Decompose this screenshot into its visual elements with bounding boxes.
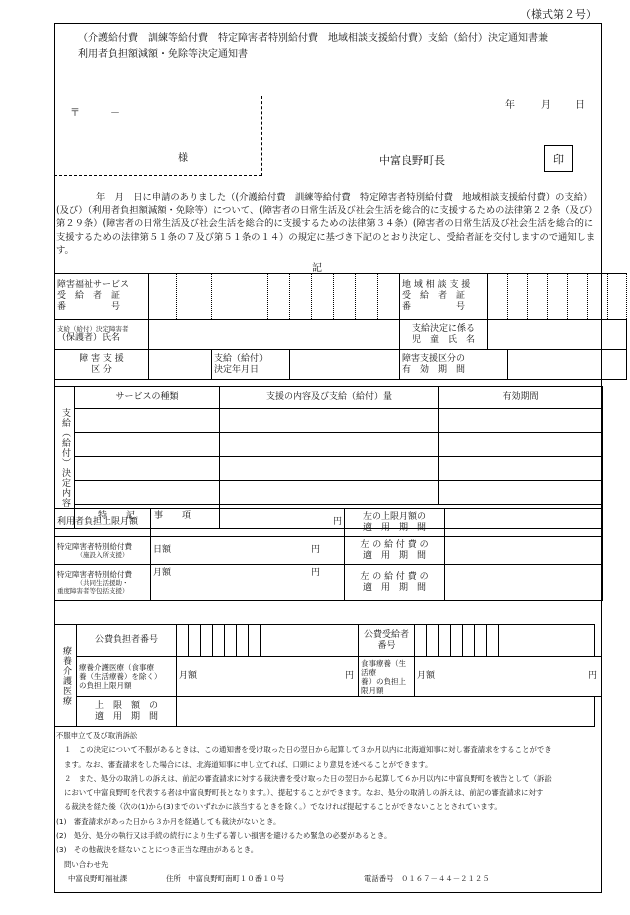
meal-limit-field[interactable] [415, 657, 602, 697]
validity-period-cell[interactable] [439, 457, 603, 481]
ki-heading: 記 [312, 263, 322, 274]
payer-digit[interactable] [177, 625, 189, 657]
cert-digit[interactable] [149, 274, 177, 320]
service-cert-label-3: 番 号 [57, 302, 121, 312]
service-cert-label [55, 274, 149, 320]
notes-heading: 不服申立て及び取消訴訟 [56, 731, 138, 740]
decision-date-field[interactable] [290, 350, 400, 380]
benefit-period-2-field[interactable] [445, 565, 603, 601]
payer-number-label: 公費負担者番号 [77, 625, 177, 657]
benefit-period-2-label-1: 左 の 給 付 費 の [360, 571, 429, 582]
support-content-cell[interactable] [220, 481, 439, 505]
cert-digit[interactable] [378, 274, 400, 320]
medical-limit-label-3: の負担上限月額 [79, 681, 132, 690]
service-cert-label-1: 障害福祉サービス [57, 280, 130, 290]
chiiki-cert-label-1: 地 域 相 談 支 援 [402, 280, 471, 290]
issuer-name: 中富良野町長 [379, 154, 445, 167]
recipient-digit[interactable] [451, 625, 463, 657]
medical-care-side-label: 療養介護医療 [55, 625, 77, 727]
limit-period-label-2: 適 用 期 間 [362, 522, 426, 533]
cert-digit[interactable] [268, 274, 290, 320]
support-content-cell[interactable] [220, 457, 439, 481]
special-benefit-1-label [55, 537, 151, 565]
decision-date-label-2: 決定年月日 [214, 364, 260, 375]
applicant-label-2: （保護者）氏名 [57, 333, 121, 343]
recipient-honorific: 様 [178, 153, 188, 164]
recipient-digit[interactable] [487, 625, 499, 657]
decision-content-side-label: 支給（給付）決定内容 [55, 387, 75, 529]
validity-period-cell[interactable] [439, 433, 603, 457]
user-limit-field[interactable] [151, 509, 345, 537]
applicant-label-1: 支給（給付）決定障害者 [57, 325, 129, 333]
recipient-digit[interactable] [475, 625, 487, 657]
condition-3: (3) その他裁決を経ないことにつき正当な理由があるとき。 [56, 845, 259, 855]
benefit-period-2-label-2: 適 用 期 間 [362, 582, 426, 593]
user-limit-label: 利用者負担上限月額 [55, 509, 151, 537]
benefit-period-1-label [345, 537, 445, 565]
contact-line [56, 872, 602, 886]
benefit-period-1-field[interactable] [445, 537, 603, 565]
note-1b: ます。なお、審査請求をした場合には、北海道知事に申し立てれば、口頭により意見を述べることができます。 [64, 759, 433, 769]
note-2b: において中富良野町を代表する者は中富良野町長となります。）、提起することができます。なお、処分の取消しの訴えは、前記の審査請求に対す [64, 788, 544, 798]
recipient-digit[interactable] [439, 625, 451, 657]
benefit-period-1-label-1: 左 の 給 付 費 の [360, 539, 429, 550]
benefit-period-1-label-2: 適 用 期 間 [362, 550, 426, 561]
chiiki-cert-label [400, 274, 488, 320]
yen-unit: 円 [310, 545, 320, 555]
cert-digit[interactable] [212, 274, 268, 320]
validity-label-2: 有 効 期 間 [402, 364, 466, 375]
note-1a: １ この決定について不服があるときは、この通知書を受け取った日の翌日から起算して３か月以内に北海道知事に対し審査請求をすることができ [64, 745, 552, 755]
special-notes-label: 特 記 事 項 [75, 505, 220, 529]
chiiki-cert-label-3: 番 号 [402, 302, 466, 312]
seal-label: 印 [553, 152, 564, 166]
cert-digit[interactable] [334, 274, 356, 320]
address-box [54, 96, 262, 176]
date-month: 月 [541, 100, 551, 111]
contact-heading: 問い合わせ先 [64, 859, 109, 869]
support-content-cell[interactable] [220, 409, 439, 433]
medical-limit-field[interactable] [177, 657, 359, 697]
validity-label [400, 350, 508, 380]
date-day: 日 [575, 100, 585, 111]
special-benefit-1-field[interactable] [151, 537, 345, 565]
title-line-2: 利用者負担額減額・免除等決定通知書 [78, 49, 248, 60]
cert-digit[interactable] [177, 274, 212, 320]
decision-date-label [212, 350, 290, 380]
payer-digit[interactable] [261, 625, 359, 657]
yen-unit: 円 [587, 671, 597, 681]
service-type-cell[interactable] [75, 433, 220, 457]
seal-box [544, 145, 573, 172]
special-benefit-2-field[interactable] [151, 565, 345, 601]
chiiki-cert-label-2: 受 給 者 証 [402, 291, 466, 301]
payer-digit[interactable] [225, 625, 237, 657]
cert-digit[interactable] [290, 274, 312, 320]
limit-period-label-1: 左の上限月額の [362, 511, 426, 522]
recipient-digit[interactable] [463, 625, 475, 657]
cert-digit[interactable] [508, 274, 528, 320]
validity-period-header: 有効期間 [439, 387, 603, 409]
service-type-cell[interactable] [75, 457, 220, 481]
support-content-header: 支援の内容及び支給（給付）量 [220, 387, 439, 409]
service-type-cell[interactable] [75, 481, 220, 505]
medical-limit-period-field[interactable] [177, 697, 595, 727]
recipient-digit[interactable] [499, 625, 595, 657]
special-benefit-1-label-2: （施設入所支援） [76, 551, 129, 559]
contact-phone: 電話番号 ０１６７－４４－２１２５ [364, 873, 490, 883]
postal-mark: 〒 [70, 108, 80, 119]
validity-label-1: 障害支援区分の [402, 353, 466, 364]
daily-label: 日額 [153, 545, 172, 555]
note-2c: る裁決を経た後（次の(1)から(3)までのいずれかに該当するときを除く。）でなければ提起することができないこととされています。 [64, 802, 502, 812]
medical-limit-period-label-1: 上 限 額 の [94, 700, 158, 711]
condition-1: (1) 審査請求があった日から３か月を経過しても裁決がないとき。 [56, 816, 281, 826]
special-benefit-2-label-3: 重度障害者等包括支援） [57, 587, 129, 595]
limit-period-field[interactable] [445, 509, 603, 537]
support-class-label [55, 350, 149, 380]
decision-date-label-1: 支給（給付） [214, 353, 269, 364]
recipient-number-label: 公費受給者番号 [359, 625, 415, 657]
title-line-1: （介護給付費 訓練等給付費 特定障害者特別給付費 地域相談支援給付費）支給（給付）決定通知書兼 [78, 33, 548, 44]
contact-address: 住所 中富良野町南町１０番１０号 [166, 873, 285, 883]
payer-digit[interactable] [201, 625, 213, 657]
medical-limit-label-2: 養（生活療養）を除く） [79, 672, 162, 681]
validity-field[interactable] [508, 350, 627, 380]
note-2a: ２ また、処分の取消しの訴えは、前記の審査請求に対する裁決書を受け取った日の翌日から起算して６か月以内に中富良野町を被告として（訴訟 [64, 773, 552, 783]
monthly-label: 月額 [153, 568, 172, 578]
child-name-label [400, 320, 488, 350]
special-benefit-1-label-1: 特定障害者特別給付費 [57, 542, 132, 551]
medical-limit-period-label-2: 適 用 期 間 [94, 711, 158, 722]
cert-digit[interactable] [548, 274, 568, 320]
child-name-field[interactable] [488, 320, 627, 350]
payer-digit[interactable] [189, 625, 201, 657]
special-benefit-2-label-2: （共同生活援助・ [76, 579, 129, 587]
recipient-digit[interactable] [415, 625, 427, 657]
applicant-name-label [55, 320, 149, 350]
child-label-2: 児 童 氏 名 [411, 334, 475, 345]
yen-unit: 円 [310, 568, 320, 578]
meal-limit-label-2: 養）の負担上限月額 [361, 676, 407, 695]
monthly-label: 月額 [179, 671, 198, 681]
recipient-digit[interactable] [427, 625, 439, 657]
date-year: 年 [505, 100, 515, 111]
payer-digit[interactable] [237, 625, 249, 657]
validity-period-cell[interactable] [439, 409, 603, 433]
special-benefit-2-label [55, 565, 151, 601]
cert-digit[interactable] [312, 274, 334, 320]
cert-digit[interactable] [488, 274, 508, 320]
medical-limit-label [77, 657, 177, 697]
monthly-label: 月額 [417, 671, 436, 681]
document-title [78, 31, 598, 63]
cert-digit[interactable] [528, 274, 548, 320]
meal-limit-label [359, 657, 415, 697]
medical-limit-period-label [77, 697, 177, 727]
condition-2: (2) 処分、処分の執行又は手続の続行により生ずる著しい損害を避けるため緊急の必要があるとき。 [56, 831, 392, 841]
appeal-notes [56, 729, 602, 886]
cost-limit-table [54, 508, 603, 601]
service-type-cell[interactable] [75, 409, 220, 433]
cert-digit[interactable] [588, 274, 608, 320]
medical-care-table [54, 624, 602, 727]
support-class-label-1: 障 害 支 援 [79, 353, 124, 364]
support-class-label-2: 区 分 [91, 364, 112, 375]
service-cert-label-2: 受 給 者 証 [57, 291, 121, 301]
medical-limit-label-1: 療養介護医療（食事療 [79, 663, 154, 672]
benefit-period-2-label [345, 565, 445, 601]
notice-body: 年 月 日に申請のありました（(介護給付費 訓練等給付費 特定障害者特別給付費 地域相談支援給付費）の支給）(及び）（利用者負担額減額・免除等）について、(障害者の日常生活及び社会生活を総合的に支援するための法律第２２条（及び）第２９条）(障害者の日常生活及び社会生活を総合的に支援するための法律第３４条）(障害者の日常生活及び社会生活を総合的に支援するための法律第５１条の７及び第５１条の１４）の規定に基づき下記のとおり決定し、受給者証を交付しますので通知します。 [56, 192, 596, 256]
child-label-1: 支給決定に係る [411, 323, 475, 334]
support-class-field[interactable] [149, 350, 212, 380]
applicant-name-field[interactable] [149, 320, 400, 350]
yen-unit: 円 [332, 517, 342, 527]
validity-period-cell[interactable] [439, 481, 603, 505]
payer-digit[interactable] [249, 625, 261, 657]
contact-dept: 中富良野町福祉課 [68, 873, 128, 883]
meal-limit-label-1: 食事療養（生活療 [361, 658, 407, 677]
yen-unit: 円 [345, 671, 355, 681]
recipient-info-table [54, 273, 627, 380]
cert-digit[interactable] [356, 274, 378, 320]
form-number: （様式第２号） [520, 8, 597, 21]
support-content-cell[interactable] [220, 433, 439, 457]
postal-dash: － [110, 108, 120, 119]
special-benefit-2-label-1: 特定障害者特別給付費 [57, 570, 132, 579]
service-type-header: サービスの種類 [75, 387, 220, 409]
cert-digit[interactable] [568, 274, 588, 320]
payer-digit[interactable] [213, 625, 225, 657]
cert-digit[interactable] [608, 274, 627, 320]
